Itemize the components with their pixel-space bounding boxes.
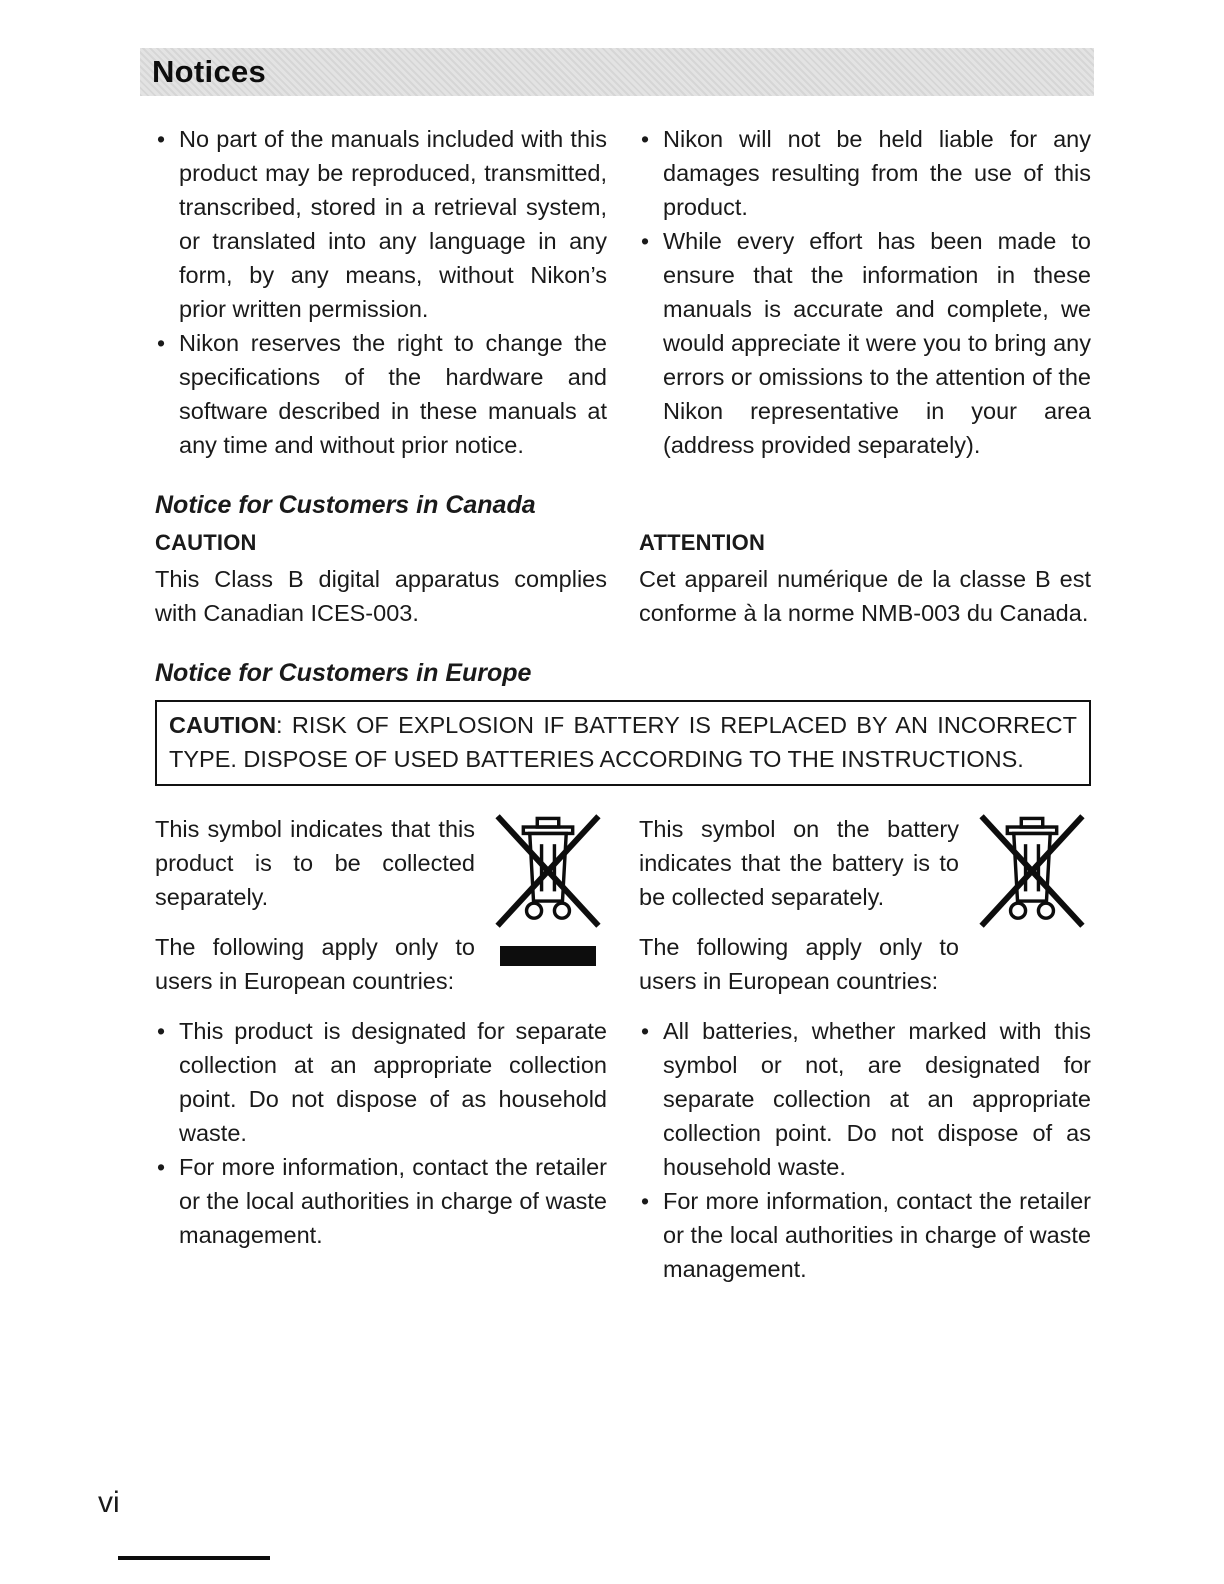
general-notices-section <box>155 122 1091 462</box>
caution-text: This Class B digital apparatus complies with Canadian ICES-003. <box>155 566 607 626</box>
notice-item: • For more information, contact the retailer or the local authorities in charge of waste management. <box>639 1184 1091 1286</box>
attention-text: Cet appareil numérique de la classe B est conforme à la norme NMB-003 du Canada. <box>639 566 1091 626</box>
notice-list <box>639 122 1091 462</box>
page-header-bar <box>140 48 1094 96</box>
page-title: Notices <box>152 54 267 89</box>
caution-box-label: CAUTION <box>169 712 277 738</box>
europe-columns <box>155 812 1091 1286</box>
battery-caution-box <box>155 700 1091 786</box>
caution-box-text: : RISK OF EXPLOSION IF BATTERY IS REPLACED BY AN INCORRECT TYPE. DISPOSE OF USED BATTERIES ACCORDING TO THE INSTRUCTIONS. <box>169 712 1077 772</box>
notice-item: • No part of the manuals included with this product may be reproduced, transmitted, transcribed, stored in a retrieval system, or translated into any language in any form, by any means, without Nikon’s prior written permission. <box>155 122 607 326</box>
notice-list <box>155 1014 607 1252</box>
page-number: vi <box>98 1486 120 1519</box>
canada-section <box>155 526 1091 630</box>
weee-battery-symbol <box>973 812 1091 930</box>
canada-caution-column <box>155 526 607 630</box>
crossed-out-wheelie-bin-icon <box>492 812 604 930</box>
notice-item: • Nikon reserves the right to change the specifications of the hardware and software described in these manuals at any time and without prior notice. <box>155 326 607 462</box>
notice-item: • This product is designated for separate collection at an appropriate collection point. Do not dispose of as household waste. <box>155 1014 607 1150</box>
europe-product-column <box>155 812 607 1286</box>
notice-item: • Nikon will not be held liable for any damages resulting from the use of this product. <box>639 122 1091 224</box>
canada-section-heading: Notice for Customers in Canada <box>155 491 536 519</box>
caution-label: CAUTION <box>155 530 257 555</box>
notice-item: • All batteries, whether marked with this symbol or not, are designated for separate collection at an appropriate collection point. Do not dispose of as household waste. <box>639 1014 1091 1184</box>
attention-label: ATTENTION <box>639 530 766 555</box>
symbol-text: This symbol on the battery indicates that the battery is to be collected separately. <box>639 816 959 910</box>
page-content <box>155 122 1091 1286</box>
notice-list <box>639 1014 1091 1286</box>
notice-item: • For more information, contact the retailer or the local authorities in charge of waste management. <box>155 1150 607 1252</box>
general-notices-left-column <box>155 122 607 462</box>
footer-rule <box>118 1556 270 1560</box>
symbol-text: This symbol indicates that this product is to be collected separately. <box>155 816 475 910</box>
canada-attention-column <box>639 526 1091 630</box>
weee-product-symbol <box>489 812 607 966</box>
europe-section-heading: Notice for Customers in Europe <box>155 659 532 687</box>
weee-black-bar <box>500 946 596 966</box>
crossed-out-wheelie-bin-icon <box>976 812 1088 930</box>
following-text: The following apply only to users in European countries: <box>639 934 959 994</box>
following-text: The following apply only to users in European countries: <box>155 934 475 994</box>
europe-battery-column <box>639 812 1091 1286</box>
notice-list <box>155 122 607 462</box>
notice-item: • While every effort has been made to ensure that the information in these manuals is accurate and complete, we would appreciate it were you to bring any errors or omissions to the attention of the Nikon representative in your area (address provided separately). <box>639 224 1091 462</box>
general-notices-right-column <box>639 122 1091 462</box>
